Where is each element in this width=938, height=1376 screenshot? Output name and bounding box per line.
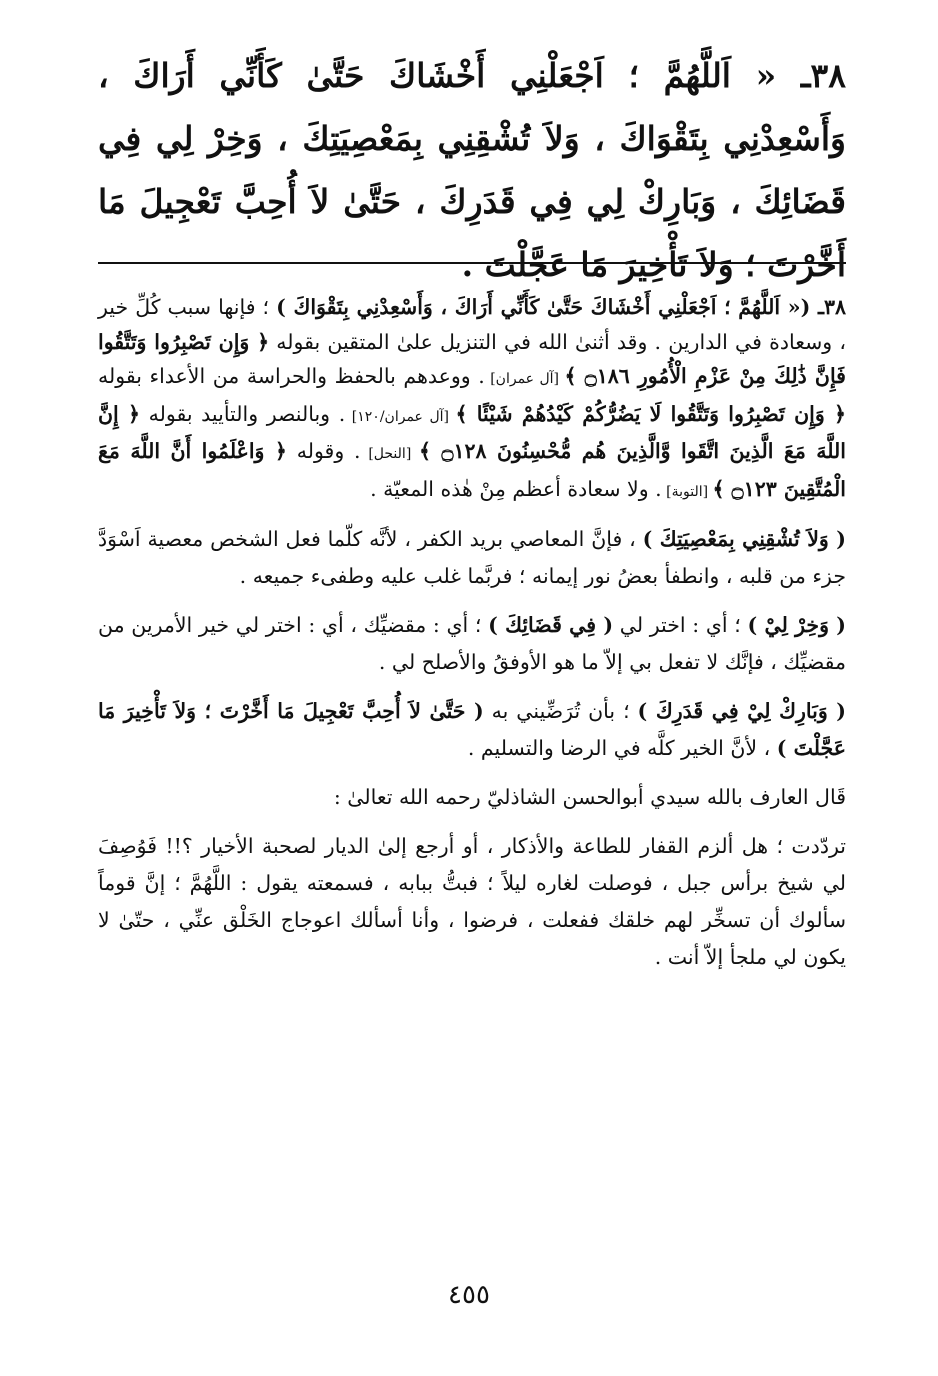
quran-verse: ﴿ إِنَّ اللَّهَ مَعَ الَّذِينَ اتَّقَوا وَّالَّذِينَ هُم مُّحْسِنُونَ ۝١٢٨ ﴾ <box>98 401 846 463</box>
commentary-text: . ولا سعادة أعظم مِنْ هٰذه المعيّة . <box>370 476 662 501</box>
commentary <box>98 290 846 976</box>
commentary-text: ، لأنَّ الخير كلَّه في الرضا والتسليم . <box>467 736 777 760</box>
commentary-text: ؛ أي : مقضيِّك ، أي : اختر لي خير الأمرين من مقضيِّك ، فإنَّك لا تفعل بي إلاّ ما هو الأوفقُ والأصلح لي . <box>98 613 846 674</box>
commentary-text: . ووعدهم بالحفظ والحراسة من الأعداء بقوله <box>98 364 485 388</box>
commentary-paragraph: قَال العارف بالله سيدي أبوالحسن الشاذليّ رحمه الله تعالىٰ : <box>333 785 846 809</box>
commentary-paragraph: تردّدت ؛ هل ألزم القفار للطاعة والأذكار ، أو أرجع إلىٰ الديار لصحبة الأخيار ؟!! فَوُصِفَ لي شيخ برأس جبل ، فوصلت لغاره ليلاً ؛ فبتُّ ببابه ، فسمعته يقول : اللَّهُمَّ ؛ إنَّ قوماً سألوك أن تسخِّر لهم خلقك ففعلت ، فرضوا ، وأنا أسألك اعوجاج الخَلْق عنِّي ، حتّىٰ لا يكون لي ملجأ إلاّ أنت . <box>98 834 846 969</box>
hadith-quote: ٣٨ـ (« اَللَّهُمَّ ؛ اَجْعَلْنِي أَخْشَاكَ حَتَّىٰ كَأَنِّي أَرَاكَ ، وَأَسْعِدْنِي بِتَقْوَاكَ ) <box>276 295 846 319</box>
surah-reference: [النحل] <box>360 446 420 462</box>
commentary-paragraph <box>98 290 846 509</box>
commentary-text: . وبالنصر والتأييد بقوله <box>140 401 346 426</box>
commentary-paragraph <box>98 607 846 681</box>
commentary-paragraph <box>98 693 846 767</box>
commentary-text: . وقوله <box>286 439 361 463</box>
hadith-quote: ( وَخِرْ لِيْ ) <box>747 613 846 637</box>
commentary-text: ؛ فإنها سبب كُلِّ خير ، وسعادة في الدارين . وقد أثنىٰ الله في التنزيل علىٰ المتقين بقوله <box>98 295 846 354</box>
surah-reference: [آل عمران/١٢٠] <box>345 408 456 425</box>
hadith-quote: ( فِي قَضَائِكَ ) <box>488 613 614 637</box>
hadith-quote: ( وَلاَ تُشْقِنِي بِمَعْصِيَتِكَ ) <box>642 527 846 551</box>
quran-verse: ﴿ وَإِن تَصْبِرُوا وَتَتَّقُوا لَا يَضُرُّكُمْ كَيْدُهُمْ شَيْئًا ﴾ <box>455 401 847 426</box>
commentary-paragraph <box>98 521 846 595</box>
commentary-text: ، فإنَّ المعاصي بريد الكفر ، لأنَّه كلّما فعل الشخص معصية اَسْوَدَّ جزء من قلبه ، وانطفأ بعضُ نور إيمانه ؛ فربَّما غلب عليه وطفىء جميعه . <box>98 527 846 588</box>
page-number: ٤٥٥ <box>448 1280 490 1310</box>
quran-verse: ﴿ وَاعْلَمُوا أَنَّ اللَّهَ مَعَ الْمُتَّقِينَ ۝١٢٣ ﴾ <box>98 439 846 501</box>
quran-verse: ﴿ وَإِن تَصْبِرُوا وَتَتَّقُوا فَإِنَّ ذَٰلِكَ مِنْ عَزْمِ الْأُمُورِ ۝١٨٦ ﴾ <box>98 329 846 388</box>
commentary-text: ؛ أي : اختر لي <box>613 613 748 637</box>
hadith-quote: ( وَبَارِكْ لِيْ فِي قَدَرِكَ ) <box>637 699 847 723</box>
hadith-text: ٣٨ـ « اَللَّهُمَّ ؛ اَجْعَلْنِي أَخْشَاكَ حَتَّىٰ كَأَنِّي أَرَاكَ ، وَأَسْعِدْنِي بِتَقْوَاكَ ، وَلاَ تُشْقِنِي بِمَعْصِيَتِكَ ، وَخِرْ لِي فِي قَضَائِكَ ، وَبَارِكْ لِي فِي قَدَرِكَ ، حَتَّىٰ لاَ أُحِبَّ تَعْجِيلَ مَا أَخَّرْتَ ؛ وَلاَ تَأْخِيرَ مَا عَجَّلْتَ . <box>98 56 846 284</box>
hadith-quote: ( حَتَّىٰ لاَ أُحِبَّ تَعْجِيلَ مَا أَخَّرْتَ ؛ وَلاَ تَأْخِيرَ مَا عَجَّلْتَ ) <box>98 699 846 760</box>
commentary-text: ؛ بأن تُرَضِّيني به <box>483 699 638 723</box>
surah-reference: [آل عمران] <box>484 371 565 387</box>
surah-reference: [التوبة] <box>661 483 713 500</box>
